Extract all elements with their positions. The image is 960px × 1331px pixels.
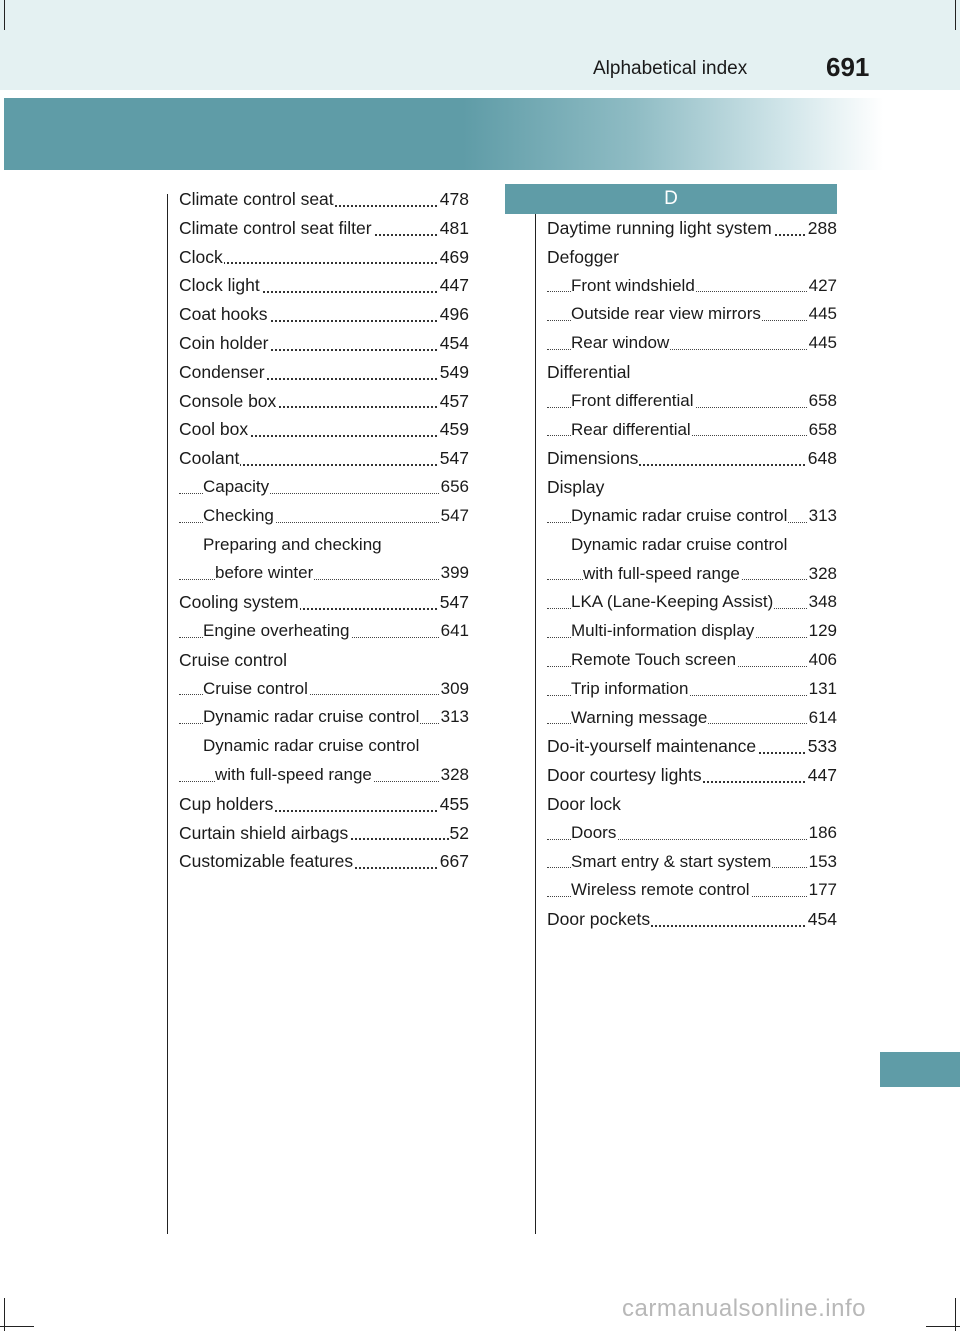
- index-entry-page: 547: [439, 588, 469, 617]
- index-entry-term: before winter: [215, 563, 314, 583]
- index-entry: [547, 646, 837, 675]
- index-entry: [547, 876, 837, 905]
- page-title: Alphabetical index: [593, 58, 748, 79]
- index-entry: [547, 329, 837, 358]
- index-entry-page: 614: [808, 704, 837, 733]
- index-entry: [547, 387, 837, 416]
- index-entry-term: Console box: [179, 390, 277, 411]
- index-column-left: [179, 185, 469, 876]
- index-entry-page: 533: [807, 732, 837, 761]
- index-entry: [179, 761, 469, 790]
- index-entry: [547, 531, 837, 560]
- index-entry-term: Climate control seat filter: [179, 217, 372, 238]
- index-entry-page: 406: [808, 646, 837, 675]
- crop-mark: [4, 0, 5, 30]
- index-entry-page: 313: [440, 703, 469, 732]
- index-entry-term: Dimensions: [547, 448, 639, 469]
- index-entry: [547, 848, 837, 877]
- index-entry: [179, 329, 469, 358]
- index-entry: [547, 560, 837, 589]
- index-entry-page: 656: [440, 473, 469, 502]
- index-entry-term: Dynamic radar cruise control: [571, 534, 788, 554]
- index-entry-page: 129: [808, 617, 837, 646]
- crop-mark: [926, 1326, 960, 1327]
- index-entry: [179, 819, 469, 848]
- index-entry: [179, 185, 469, 214]
- index-entry: [547, 214, 837, 243]
- index-entry-term: Door pockets: [547, 909, 651, 930]
- index-entry-page: 447: [807, 761, 837, 790]
- top-band: [0, 0, 960, 90]
- index-entry: [547, 704, 837, 733]
- index-column-right: [547, 214, 837, 934]
- index-entry: [547, 761, 837, 790]
- index-entry-page: 52: [449, 819, 469, 848]
- section-letter-heading: D: [505, 184, 837, 214]
- index-entry: [179, 646, 469, 675]
- page-number: 691: [826, 52, 870, 82]
- index-entry: [179, 358, 469, 387]
- index-entry-page: 641: [440, 617, 469, 646]
- index-entry-page: 131: [808, 675, 837, 704]
- index-entry-term: Multi-information display: [571, 621, 755, 641]
- index-entry: [179, 415, 469, 444]
- index-entry-term: Checking: [203, 505, 274, 525]
- index-entry: [547, 732, 837, 761]
- index-entry-term: Clock: [179, 246, 223, 267]
- column-rule-right: [535, 194, 536, 1234]
- index-entry-page: 547: [440, 502, 469, 531]
- index-entry-term: Dynamic radar cruise control: [571, 505, 788, 525]
- chapter-thumb-tab: [880, 1052, 960, 1087]
- index-entry-page: 648: [807, 444, 837, 473]
- index-entry-page: 658: [808, 387, 837, 416]
- index-entry-term: Customizable features: [179, 851, 354, 872]
- index-entry-page: 496: [439, 300, 469, 329]
- index-entry-page: 288: [807, 214, 837, 243]
- index-entry-page: 399: [440, 559, 469, 588]
- index-entry-term: Climate control seat: [179, 189, 334, 209]
- index-entry: [179, 847, 469, 876]
- index-entry-page: 481: [439, 214, 469, 243]
- index-entry: [547, 473, 837, 502]
- index-entry-term: Smart entry & start system: [571, 851, 772, 871]
- index-entry: [179, 271, 469, 300]
- index-entry-page: 348: [808, 588, 837, 617]
- index-entry: [547, 444, 837, 473]
- index-entry-page: 459: [439, 415, 469, 444]
- index-entry-term: Condenser: [179, 361, 265, 382]
- index-entry-term: Preparing and checking: [203, 534, 382, 554]
- index-entry-term: Coat hooks: [179, 304, 268, 325]
- index-entry-term: Differential: [547, 361, 631, 382]
- index-entry-term: Wireless remote control: [571, 880, 750, 900]
- index-entry-term: with full-speed range: [583, 563, 740, 583]
- index-entry-term: Coolant: [179, 448, 240, 469]
- index-entry-term: Engine overheating: [203, 620, 350, 640]
- index-entry-page: 186: [808, 819, 837, 848]
- index-entry-term: Remote Touch screen: [571, 649, 737, 669]
- crop-mark: [0, 1326, 34, 1327]
- index-entry-page: 454: [439, 329, 469, 358]
- index-entry: [179, 444, 469, 473]
- index-entry-page: 457: [439, 387, 469, 416]
- index-entry-term: Clock light: [179, 275, 260, 296]
- index-entry-page: 177: [808, 876, 837, 905]
- index-entry-page: 667: [439, 847, 469, 876]
- index-entry: [179, 243, 469, 272]
- index-entry: [179, 214, 469, 243]
- index-entry-page: 549: [439, 358, 469, 387]
- index-entry: [547, 358, 837, 387]
- index-entry: [179, 732, 469, 761]
- index-entry-term: Daytime running light system: [547, 218, 772, 238]
- index-entry-page: 447: [439, 271, 469, 300]
- index-entry-term: Cup holders: [179, 793, 274, 814]
- index-entry-page: 478: [439, 185, 469, 214]
- index-entry-page: 445: [808, 300, 837, 329]
- index-entry: [547, 675, 837, 704]
- index-entry: [547, 905, 837, 934]
- index-entry-term: LKA (Lane-Keeping Assist): [571, 592, 774, 612]
- index-entry-page: 455: [439, 790, 469, 819]
- index-entry-term: Do-it-yourself maintenance: [547, 736, 757, 757]
- index-entry-page: 328: [808, 560, 837, 589]
- index-entry-page: 445: [808, 329, 837, 358]
- index-entry-term: Rear differential: [571, 419, 691, 439]
- index-entry-term: Trip information: [571, 678, 689, 698]
- index-entry-page: 153: [808, 848, 837, 877]
- index-entry-term: Dynamic radar cruise control: [203, 736, 420, 756]
- index-entry: [547, 819, 837, 848]
- index-entry: [179, 531, 469, 560]
- index-entry: [547, 502, 837, 531]
- index-entry: [179, 675, 469, 704]
- index-entry: [179, 502, 469, 531]
- index-entry: [179, 588, 469, 617]
- index-entry: [547, 588, 837, 617]
- index-entry: [547, 272, 837, 301]
- index-entry-term: Rear window: [571, 333, 670, 353]
- index-entry-term: Defogger: [547, 246, 619, 267]
- index-entry-term: Outside rear view mirrors: [571, 304, 761, 324]
- index-entry: [179, 300, 469, 329]
- index-entry: [179, 617, 469, 646]
- index-entry-term: Cool box: [179, 419, 249, 440]
- index-entry-term: Front differential: [571, 390, 694, 410]
- index-entry-page: 454: [807, 905, 837, 934]
- index-entry-term: Warning message: [571, 707, 708, 727]
- index-entry-page: 469: [439, 243, 469, 272]
- index-entry: [547, 790, 837, 819]
- index-entry-term: Capacity: [203, 476, 270, 496]
- index-entry: [179, 387, 469, 416]
- header-gradient-bar: [4, 98, 960, 170]
- column-rule-left: [167, 194, 168, 1234]
- index-entry: [547, 300, 837, 329]
- index-entry-page: 309: [440, 675, 469, 704]
- index-entry: [547, 617, 837, 646]
- index-entry-term: Cruise control: [179, 649, 287, 670]
- index-entry-term: Dynamic radar cruise control: [203, 707, 420, 727]
- index-entry-page: 427: [808, 272, 837, 301]
- index-entry-term: with full-speed range: [215, 764, 372, 784]
- index-entry: [179, 559, 469, 588]
- index-entry-page: 658: [808, 416, 837, 445]
- index-entry-term: Cruise control: [203, 678, 308, 698]
- index-entry: [179, 703, 469, 732]
- index-entry-term: Display: [547, 477, 605, 498]
- index-entry-term: Door lock: [547, 793, 621, 814]
- crop-mark: [955, 0, 956, 30]
- index-entry-page: 313: [808, 502, 837, 531]
- index-entry-term: Curtain shield airbags: [179, 822, 349, 843]
- index-entry: [179, 790, 469, 819]
- watermark: carmanualsonline.info: [622, 1295, 866, 1322]
- index-entry-term: Door courtesy lights: [547, 765, 702, 786]
- index-entry: [547, 416, 837, 445]
- index-entry-term: Cooling system: [179, 592, 299, 613]
- index-entry-term: Front windshield: [571, 275, 695, 295]
- index-entry-page: 328: [440, 761, 469, 790]
- index-entry-term: Doors: [571, 822, 617, 842]
- index-entry: [179, 473, 469, 502]
- index-entry-page: 547: [439, 444, 469, 473]
- index-entry-term: Coin holder: [179, 332, 269, 353]
- index-entry: [547, 243, 837, 272]
